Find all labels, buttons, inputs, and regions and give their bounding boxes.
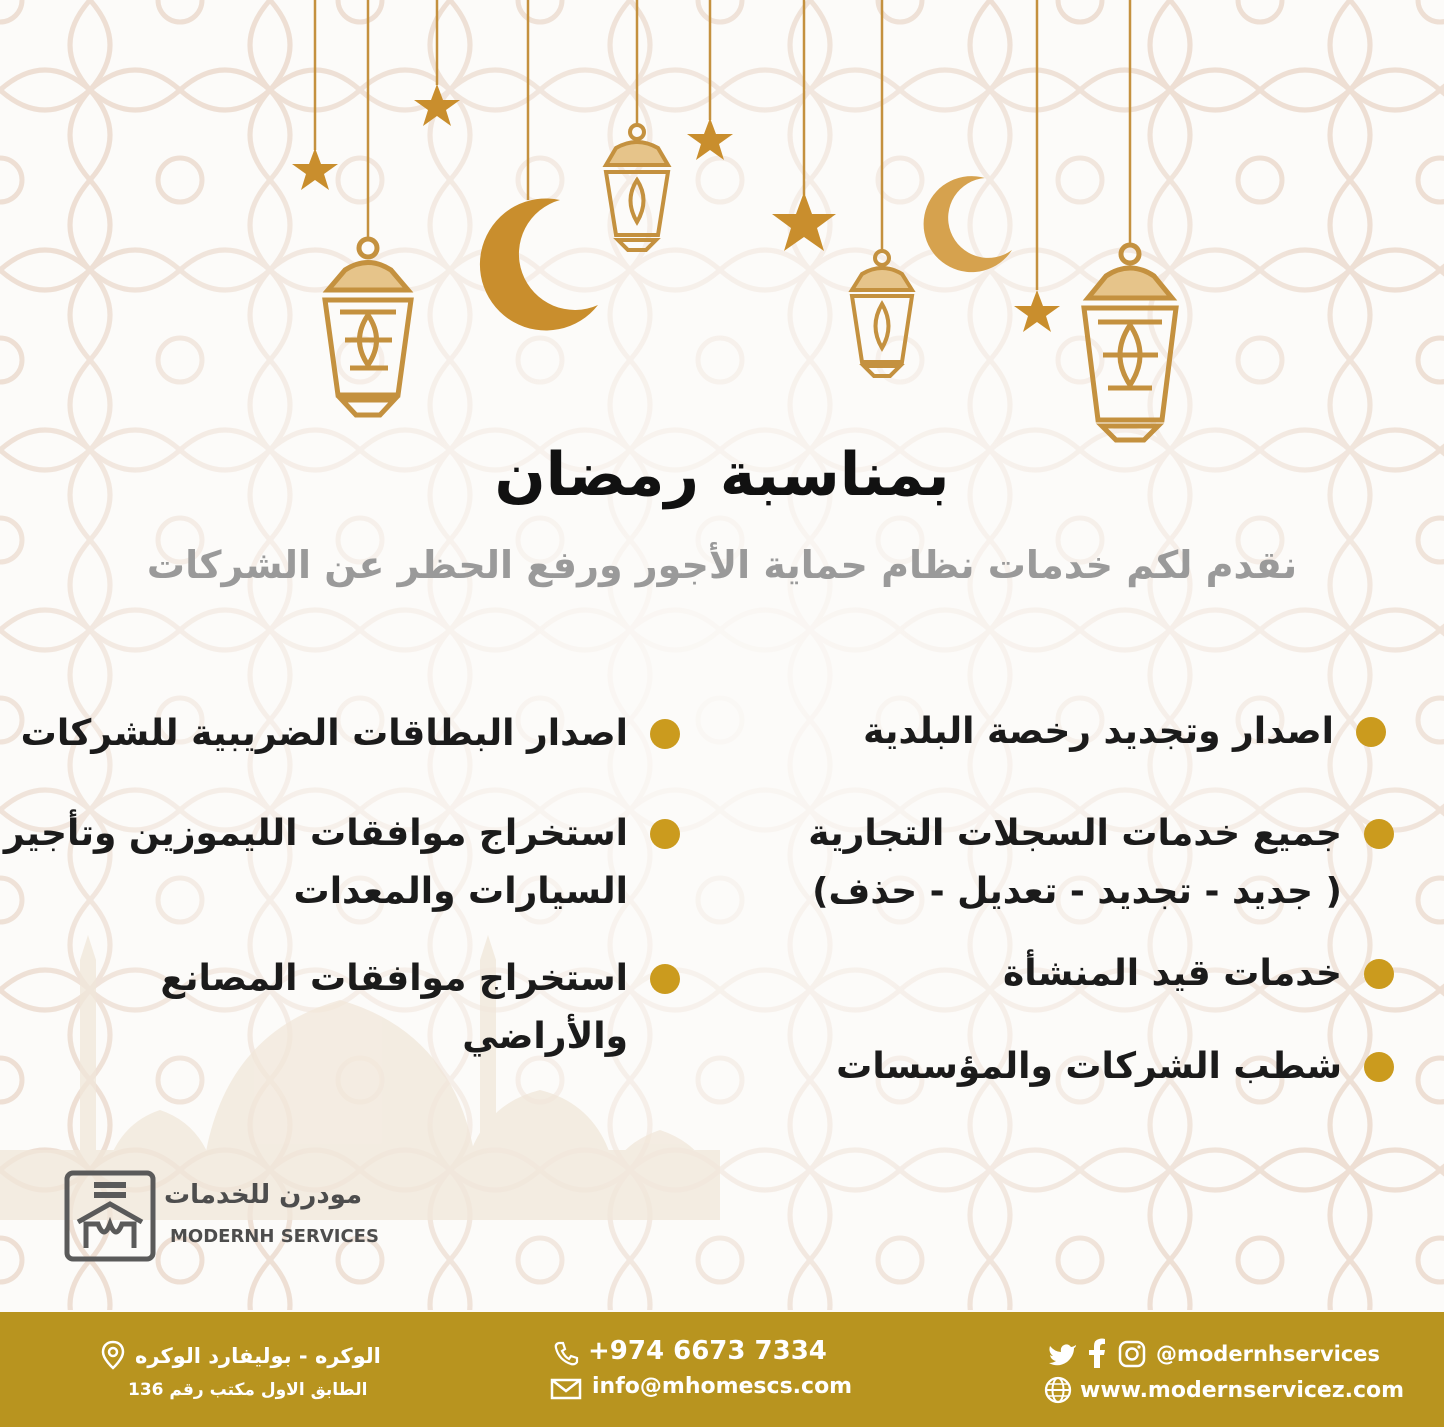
lantern-icon	[325, 239, 411, 415]
website-url[interactable]: www.modernservicez.com	[1080, 1378, 1405, 1403]
globe-icon	[1044, 1376, 1072, 1404]
phone-icon	[553, 1340, 579, 1366]
page-title: بمناسبة رمضان	[494, 440, 950, 510]
bullet-icon	[1364, 1052, 1394, 1082]
social-handle[interactable]: @modernhservices	[1156, 1342, 1381, 1366]
crescent-icon	[480, 198, 598, 330]
service-item: شطب الشركات والمؤسسات	[836, 1038, 1342, 1096]
page-subtitle: نقدم لكم خدمات نظام حماية الأجور ورفع الحظر عن الشركات	[146, 543, 1298, 587]
email-address[interactable]: info@mhomescs.com	[592, 1374, 853, 1399]
logo-english-text: MODERNH SERVICES	[170, 1226, 379, 1247]
service-item: خدمات قيد المنشأة	[1003, 945, 1342, 1003]
lantern-icon	[1084, 245, 1176, 440]
service-item: اصدار البطاقات الضريبية للشركات	[21, 705, 628, 763]
bullet-icon	[650, 819, 680, 849]
logo-arabic-text: مودرن للخدمات	[164, 1180, 363, 1210]
bullet-icon	[650, 964, 680, 994]
lantern-icon	[852, 251, 912, 376]
crescent-icon	[924, 176, 1012, 272]
bullet-icon	[650, 719, 680, 749]
lantern-icon	[606, 125, 668, 250]
twitter-icon[interactable]	[1048, 1342, 1078, 1366]
service-item: استخراج موافقات المصانع والأراضي	[0, 950, 628, 1066]
mail-icon	[550, 1378, 582, 1400]
facebook-icon[interactable]	[1088, 1338, 1106, 1368]
logo-icon	[64, 1170, 156, 1262]
instagram-icon[interactable]	[1118, 1340, 1146, 1368]
company-logo	[64, 1170, 379, 1265]
bullet-icon	[1364, 959, 1394, 989]
bullet-icon	[1364, 819, 1394, 849]
service-item: استخراج موافقات الليموزين وتأجير السيارات والمعدات	[4, 805, 628, 921]
address-line1: الوكره - بوليفارد الوكره	[135, 1344, 381, 1368]
location-icon	[100, 1340, 126, 1370]
address-line2: الطابق الاول مكتب رقم 136	[128, 1380, 368, 1400]
service-item: جميع خدمات السجلات التجارية ( جديد - تجديد - تعديل - حذف)	[808, 805, 1342, 921]
footer-bar	[0, 1312, 1444, 1427]
service-item: اصدار وتجديد رخصة البلدية	[863, 703, 1334, 761]
phone-number[interactable]: +974 6673 7334	[588, 1336, 827, 1366]
bullet-icon	[1356, 717, 1386, 747]
